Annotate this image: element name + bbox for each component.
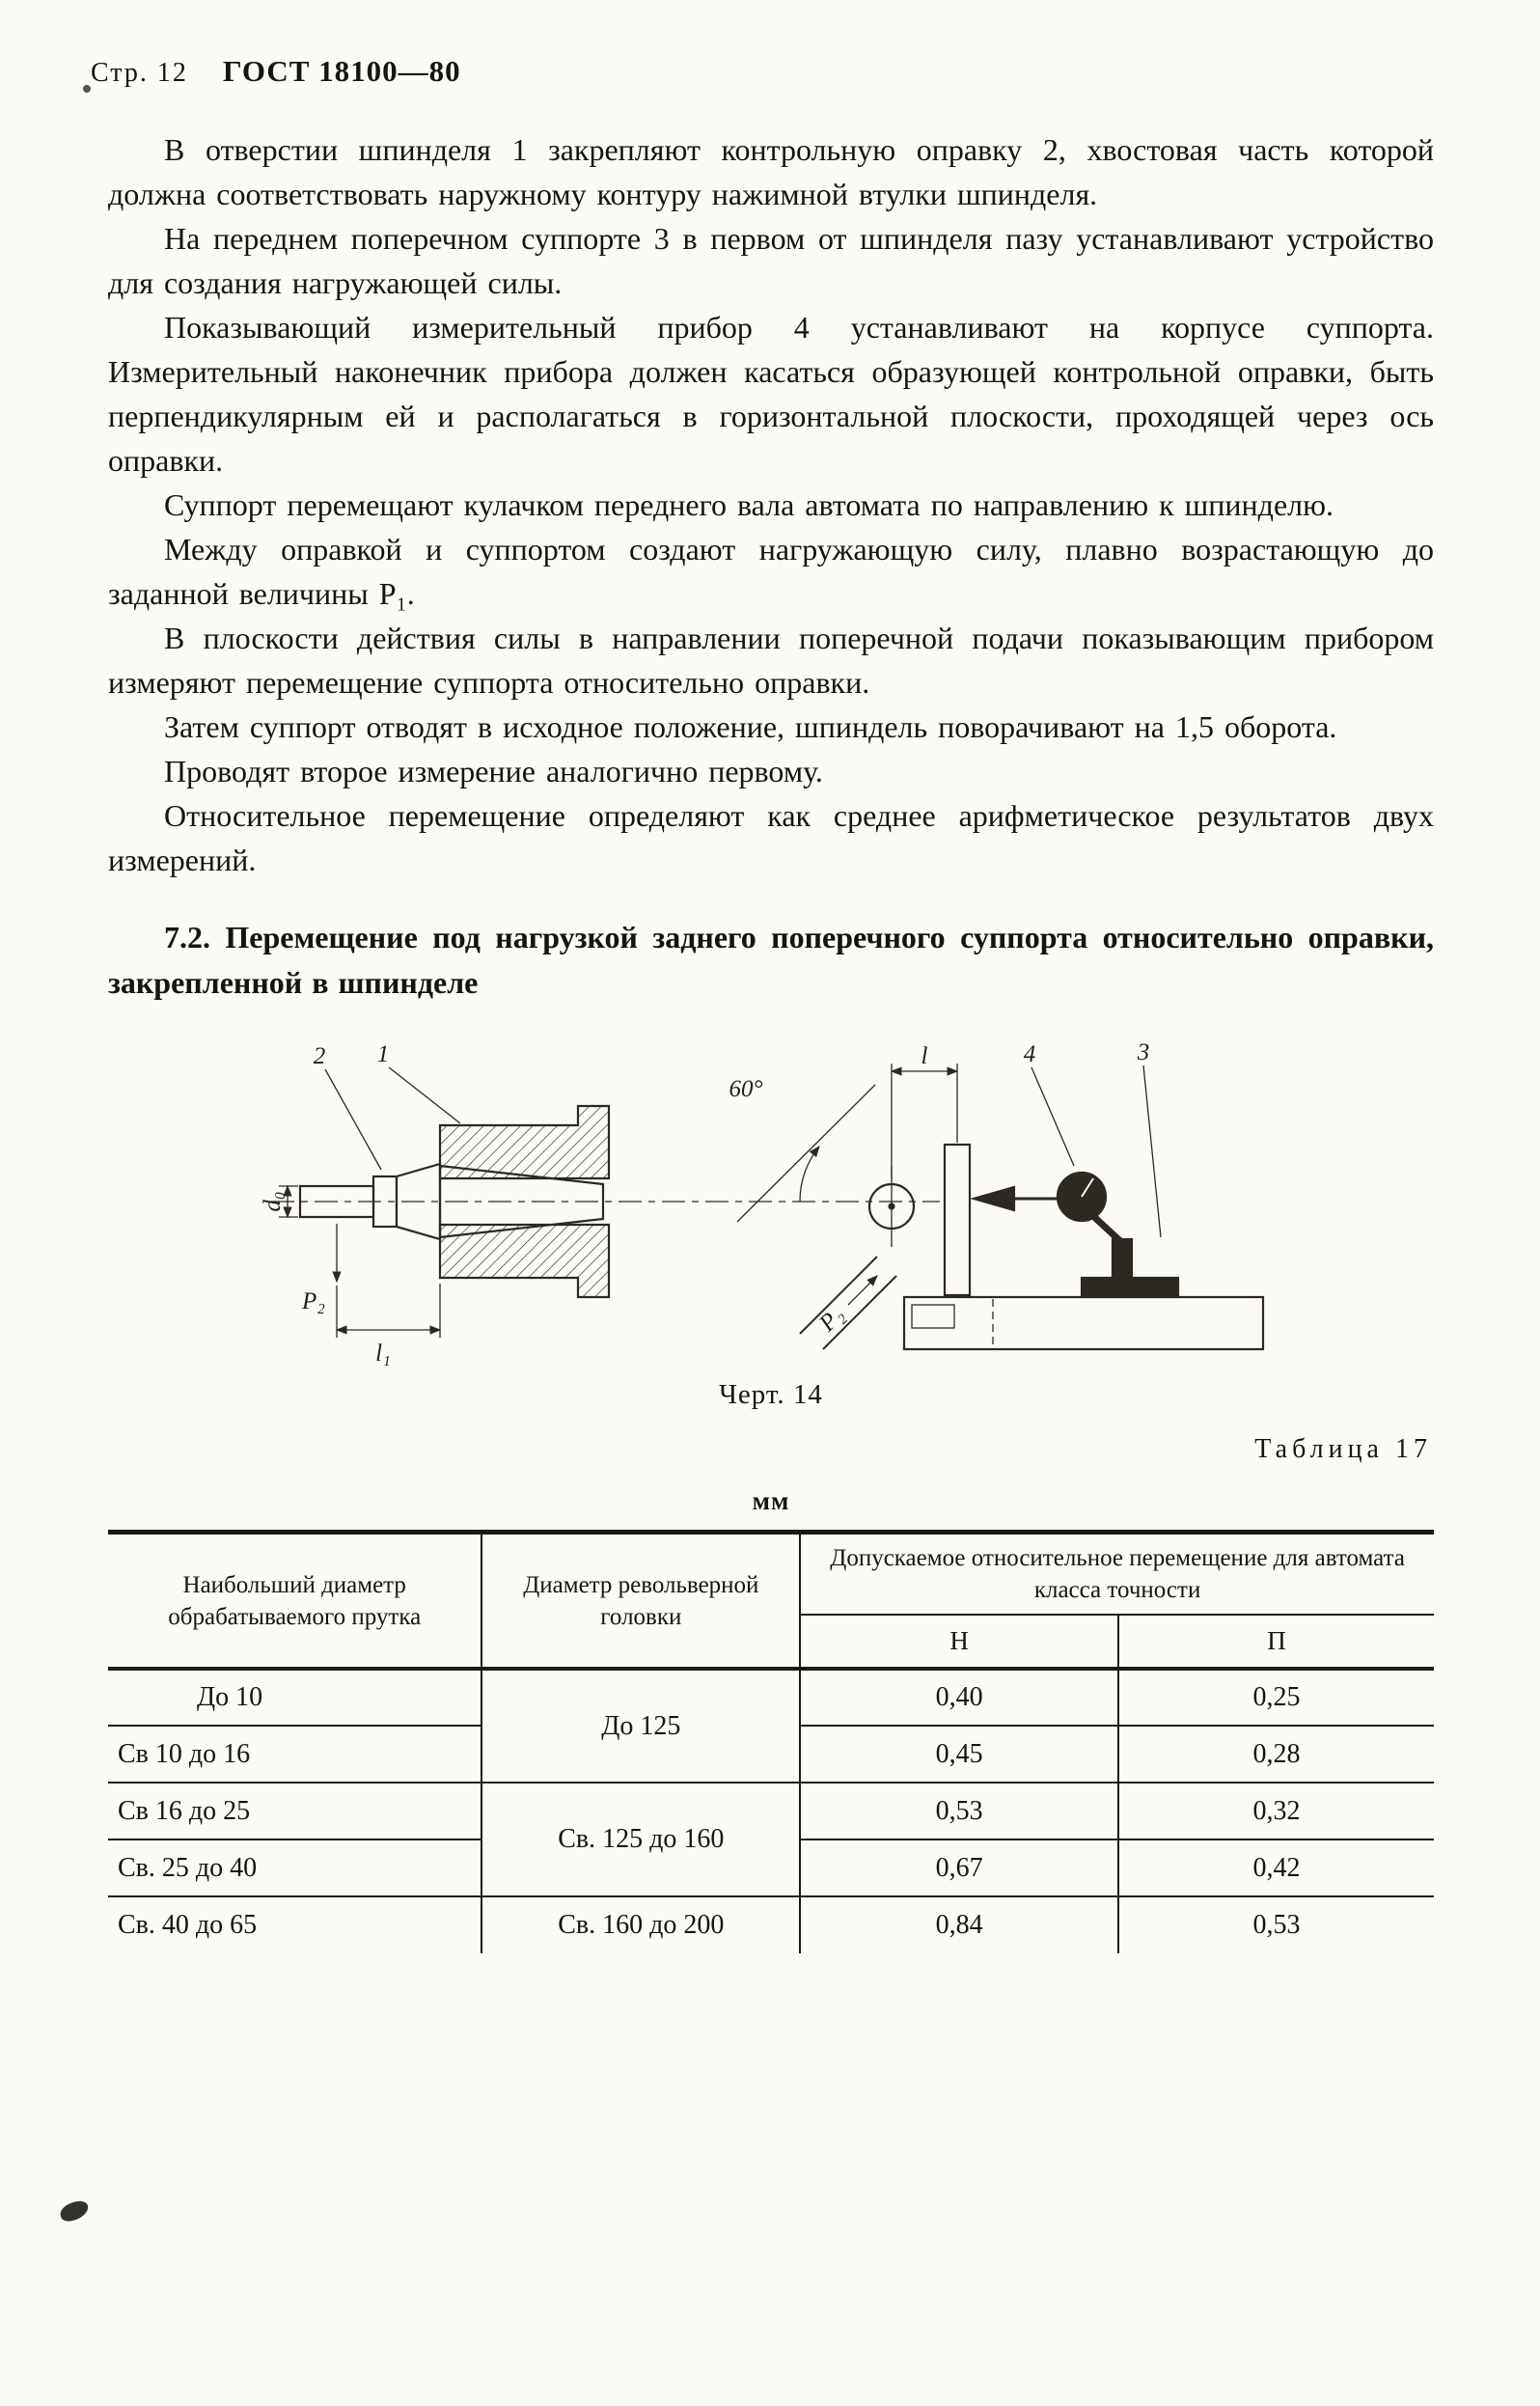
paragraph: Затем суппорт отводят в исходное положение, шпиндель поворачивают на 1,5 оборота.	[164, 709, 1337, 744]
cell-rod-range: Св 10 до 16	[108, 1726, 481, 1783]
subheader-accuracy-P: П	[1118, 1615, 1434, 1669]
technical-drawing	[260, 1042, 1282, 1366]
paragraph: Относительное перемещение определяют как среднее арифметическое результатов двух измерений.	[108, 798, 1434, 877]
figure-label-l1: l₁	[375, 1341, 391, 1366]
cell-turret-range: До 125	[481, 1669, 800, 1783]
figure-caption: Черт. 14	[719, 1379, 823, 1410]
paragraph: Между оправкой и суппортом создают нагружающую силу, плавно возрастающую до заданной величины Р₁.	[108, 532, 1434, 611]
paragraph: Суппорт перемещают кулачком переднего вала автомата по направлению к шпинделю.	[164, 487, 1334, 522]
paragraph: Показывающий измерительный прибор 4 устанавливают на корпусе суппорта. Измерительный наконечник прибора должен касаться образующей контрольной оправки, быть перпендикулярным ей и располагаться в горизонтальной плоскости, проходящей через ось оправки.	[108, 310, 1434, 478]
page-header	[91, 54, 1434, 89]
cell-rod-range: Св 16 до 25	[108, 1783, 481, 1839]
column-header-displacement: Допускаемое относительное перемещение для автомата класса точности	[800, 1533, 1434, 1616]
cell-value-H: 0,53	[800, 1783, 1118, 1839]
cell-value-H: 0,84	[800, 1896, 1118, 1953]
figure-label-length: l	[921, 1043, 928, 1069]
figure-14	[108, 1042, 1434, 1366]
cell-value-P: 0,28	[1118, 1726, 1434, 1783]
paragraph: В плоскости действия силы в направлении поперечной подачи показывающим прибором измеряют перемещение суппорта относительно оправки.	[108, 621, 1434, 700]
cell-rod-range: Св. 40 до 65	[108, 1896, 481, 1953]
cell-value-H: 0,45	[800, 1726, 1118, 1783]
scan-artifact	[58, 2199, 91, 2224]
cell-rod-range: До 10	[108, 1669, 481, 1726]
cell-value-H: 0,40	[800, 1669, 1118, 1726]
cell-value-P: 0,53	[1252, 1910, 1301, 1940]
table-row	[108, 1896, 1434, 1953]
body-text	[108, 127, 1434, 882]
paragraph: На переднем поперечном суппорте 3 в первом от шпинделя пазу устанавливают устройство для создания нагружающей силы.	[108, 221, 1434, 300]
figure-label-support: 3	[1137, 1042, 1150, 1065]
support-and-indicator	[800, 1145, 1263, 1349]
cell-value-P: 0,25	[1118, 1669, 1434, 1726]
table-unit-label: мм	[752, 1486, 790, 1515]
figure-label-p2-left: Р₂	[302, 1288, 325, 1314]
cell-turret-range: Св. 125 до 160	[481, 1783, 800, 1896]
figure-label-indicator: 4	[1023, 1042, 1036, 1067]
cell-rod-range: Св. 25 до 40	[108, 1839, 481, 1896]
subheader-accuracy-H: Н	[800, 1615, 1118, 1669]
page-number: Стр. 12	[91, 58, 188, 88]
cell-value-H: 0,67	[800, 1839, 1118, 1896]
table-label: Таблица 17	[1254, 1434, 1432, 1464]
cell-value-P: 0,42	[1118, 1839, 1434, 1896]
figure-label-mandrel: 2	[313, 1043, 326, 1069]
figure-label-d0: d₀	[260, 1191, 286, 1212]
figure-label-spindle: 1	[376, 1042, 390, 1067]
paragraph: В отверстии шпинделя 1 закрепляют контрольную оправку 2, хвостовая часть которой должна соответствовать наружному контуру нажимной втулки шпинделя.	[108, 132, 1434, 211]
tolerance-table	[108, 1530, 1434, 1953]
figure-label-angle: 60°	[729, 1076, 763, 1102]
section-heading: 7.2. Перемещение под нагрузкой заднего поперечного суппорта относительно оправки, закрепленной в шпинделе	[108, 920, 1434, 1000]
cell-value-P: 0,32	[1118, 1783, 1434, 1839]
scan-artifact	[83, 85, 91, 93]
paragraph: Проводят второе измерение аналогично первому.	[164, 754, 823, 788]
standard-number: ГОСТ 18100—80	[222, 54, 461, 88]
column-header-rod-diameter: Наибольший диаметр обрабатываемого прутка	[108, 1533, 481, 1670]
table-row	[108, 1783, 1434, 1839]
column-header-turret-diameter: Диаметр револьверной головки	[481, 1533, 800, 1670]
figure-label-p2-right: Р₂	[813, 1301, 849, 1337]
cell-turret-range: Св. 160 до 200	[481, 1896, 800, 1953]
table-row	[108, 1669, 1434, 1726]
